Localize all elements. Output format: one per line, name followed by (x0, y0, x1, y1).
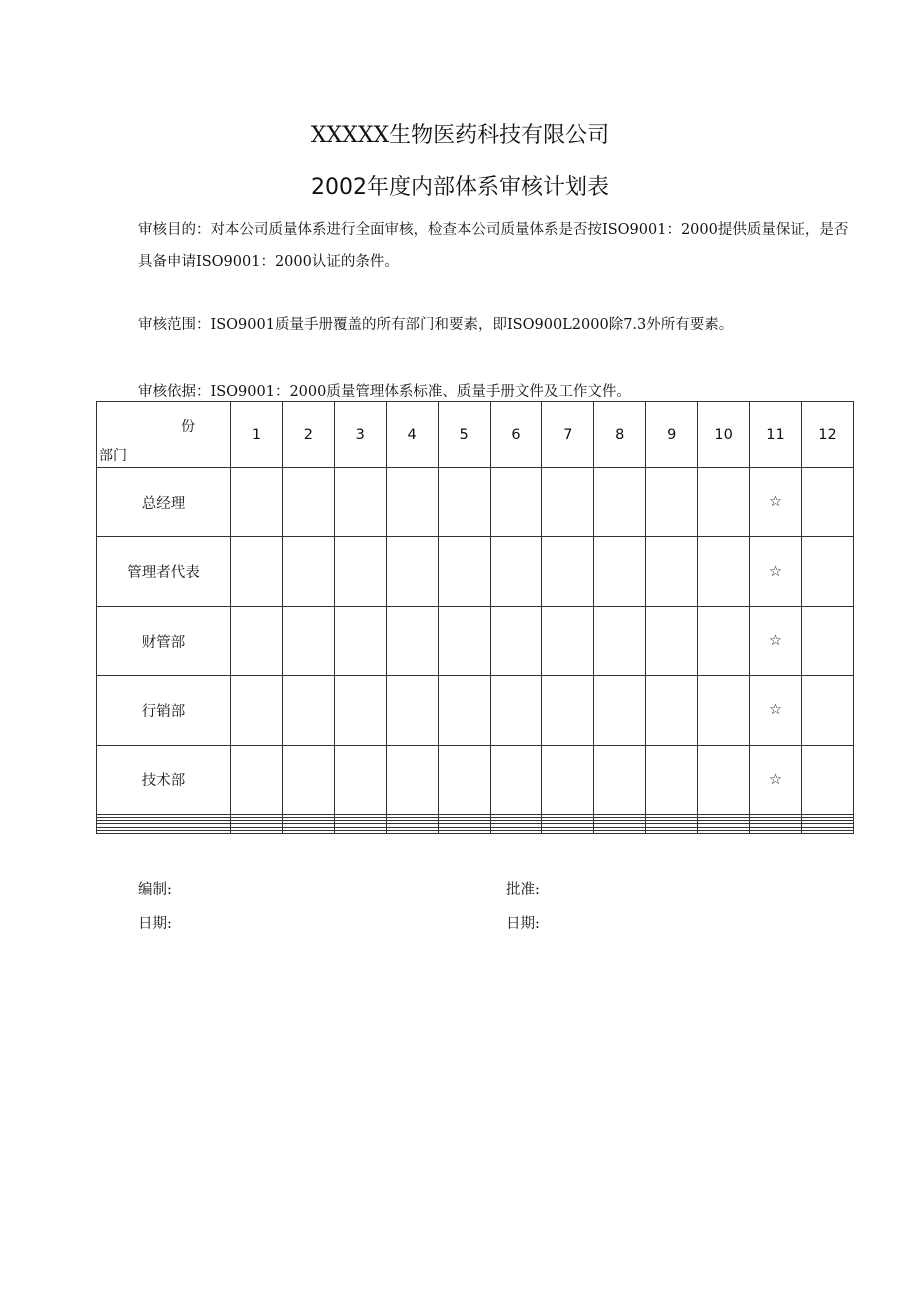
table-row (97, 745, 854, 814)
month-header: 10 (698, 402, 750, 468)
schedule-cell (542, 468, 594, 537)
table-row (97, 468, 854, 537)
dept-cell: 行销部 (97, 676, 231, 745)
month-header: 7 (542, 402, 594, 468)
schedule-cell (698, 606, 750, 675)
month-header: 9 (646, 402, 698, 468)
schedule-cell (542, 830, 594, 833)
compiled-by-label: 编制: (138, 882, 172, 898)
schedule-cell (438, 830, 490, 833)
header-corner-cell (97, 402, 231, 468)
dept-cell: 技术部 (97, 745, 231, 814)
schedule-cell (282, 468, 334, 537)
schedule-cell (698, 468, 750, 537)
audit-purpose: 审核目的：对本公司质量体系进行全面审核，检查本公司质量体系是否按ISO9001：2000提供质量保证，是否具备申请ISO9001：2000认证的条件。 (138, 222, 849, 270)
schedule-cell (231, 606, 283, 675)
schedule-cell (801, 830, 853, 833)
schedule-cell (801, 468, 853, 537)
table-header-row (97, 402, 854, 468)
schedule-cell (386, 745, 438, 814)
schedule-cell (490, 830, 542, 833)
approved-by-label: 批准: (506, 882, 540, 898)
date-left-label: 日期: (138, 916, 172, 932)
schedule-cell (750, 830, 802, 833)
audit-star-mark: ☆ (750, 537, 802, 606)
schedule-cell (698, 676, 750, 745)
schedule-cell (646, 745, 698, 814)
schedule-cell (594, 676, 646, 745)
month-header: 12 (801, 402, 853, 468)
schedule-cell (386, 468, 438, 537)
month-header: 3 (334, 402, 386, 468)
month-header: 1 (231, 402, 283, 468)
corner-month-label: 份 (181, 419, 195, 435)
month-header: 11 (750, 402, 802, 468)
schedule-cell (490, 606, 542, 675)
schedule-cell (542, 676, 594, 745)
table-row (97, 830, 854, 833)
dept-cell: 总经理 (97, 468, 231, 537)
month-header: 4 (386, 402, 438, 468)
schedule-cell (801, 537, 853, 606)
month-header: 5 (438, 402, 490, 468)
company-name: XXXXX生物医药科技有限公司 (310, 123, 610, 148)
schedule-cell (594, 830, 646, 833)
schedule-cell (646, 830, 698, 833)
schedule-cell (438, 676, 490, 745)
schedule-cell (231, 537, 283, 606)
schedule-cell (282, 830, 334, 833)
schedule-cell (594, 606, 646, 675)
schedule-cell (646, 606, 698, 675)
schedule-cell (438, 745, 490, 814)
schedule-cell (594, 468, 646, 537)
schedule-cell (490, 537, 542, 606)
audit-star-mark: ☆ (750, 676, 802, 745)
date-right-label: 日期: (506, 916, 540, 932)
schedule-cell (231, 676, 283, 745)
schedule-cell (438, 537, 490, 606)
schedule-cell (334, 676, 386, 745)
audit-star-mark: ☆ (750, 745, 802, 814)
dept-cell: 财管部 (97, 606, 231, 675)
schedule-cell (231, 468, 283, 537)
dept-cell: 管理者代表 (97, 537, 231, 606)
schedule-cell (594, 537, 646, 606)
schedule-cell (698, 745, 750, 814)
schedule-cell (801, 745, 853, 814)
schedule-cell (490, 676, 542, 745)
schedule-cell (438, 468, 490, 537)
month-header: 8 (594, 402, 646, 468)
month-header: 2 (282, 402, 334, 468)
table-row (97, 537, 854, 606)
schedule-cell (594, 745, 646, 814)
month-header: 6 (490, 402, 542, 468)
schedule-cell (646, 676, 698, 745)
schedule-cell (698, 830, 750, 833)
schedule-cell (542, 745, 594, 814)
corner-dept-label: 部门 (99, 448, 127, 464)
schedule-cell (282, 745, 334, 814)
dept-cell (97, 830, 231, 833)
schedule-cell (386, 676, 438, 745)
schedule-cell (334, 537, 386, 606)
audit-star-mark: ☆ (750, 468, 802, 537)
schedule-cell (334, 745, 386, 814)
schedule-cell (438, 606, 490, 675)
schedule-cell (386, 606, 438, 675)
schedule-cell (334, 606, 386, 675)
audit-star-mark: ☆ (750, 606, 802, 675)
schedule-cell (801, 606, 853, 675)
schedule-cell (334, 830, 386, 833)
schedule-cell (282, 537, 334, 606)
schedule-cell (386, 537, 438, 606)
schedule-cell (231, 830, 283, 833)
table-row (97, 606, 854, 675)
schedule-cell (231, 745, 283, 814)
audit-plan-table (96, 401, 854, 834)
schedule-cell (646, 537, 698, 606)
schedule-cell (542, 606, 594, 675)
schedule-cell (646, 468, 698, 537)
schedule-cell (282, 676, 334, 745)
audit-scope: 审核范围：ISO9001质量手册覆盖的所有部门和要素，即ISO900L2000除7.3外所有要素。 (138, 317, 734, 333)
schedule-cell (542, 537, 594, 606)
table-row (97, 676, 854, 745)
schedule-cell (698, 537, 750, 606)
schedule-cell (282, 606, 334, 675)
audit-basis: 审核依据：ISO9001：2000质量管理体系标准、质量手册文件及工作文件。 (138, 384, 631, 400)
schedule-cell (386, 830, 438, 833)
schedule-cell (490, 745, 542, 814)
schedule-cell (801, 676, 853, 745)
schedule-cell (490, 468, 542, 537)
schedule-cell (334, 468, 386, 537)
plan-title: 2002年度内部体系审核计划表 (311, 175, 609, 200)
